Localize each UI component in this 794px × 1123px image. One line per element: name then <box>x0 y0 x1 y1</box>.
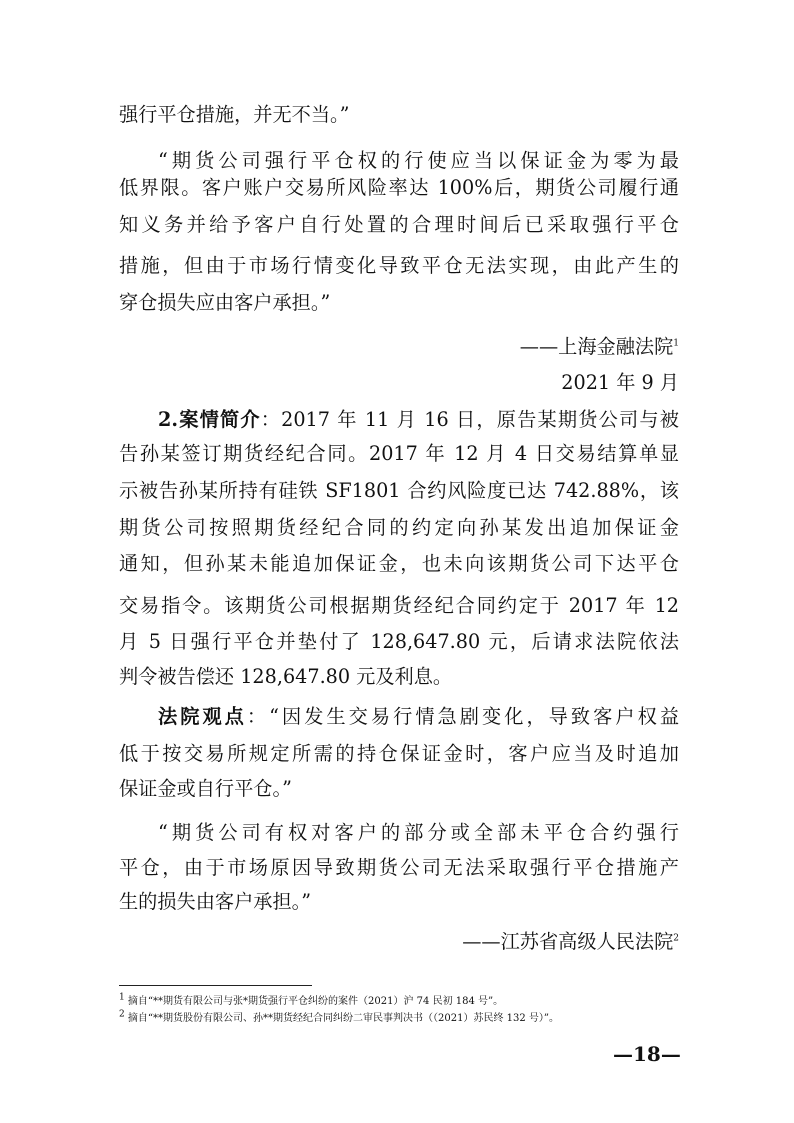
body-line: 措施，但由于市场行情变化导致平仓无法实现，由此产生的 <box>119 254 679 277</box>
court-view-heading: 法院观点 <box>158 705 247 728</box>
body-line: 期货公司按照期货经纪合同的约定向孙某发出追加保证金 <box>119 516 679 539</box>
court-view-first-line <box>158 703 679 731</box>
footnote-2 <box>119 1009 719 1026</box>
body-line: 知义务并给予客户自行处置的合理时间后已采取强行平仓 <box>119 213 679 236</box>
footnote-ref: 2 <box>673 933 679 944</box>
footnote-text: 摘自“**期货股份有限公司、孙**期货经纪合同纠纷二审民事判决书（（2021）苏民终 132 号）”。 <box>127 1013 560 1024</box>
body-line: 判令被告偿还 128,647.80 元及利息。 <box>119 665 453 688</box>
case-heading: 2.案情简介 <box>158 408 261 431</box>
body-line: 穿仓损失应由客户承担。” <box>119 291 331 314</box>
body-line: 低界限。客户账户交易所风险率达 100%后，期货公司履行通 <box>119 176 679 199</box>
attribution-text: ——上海金融法院 <box>519 335 674 358</box>
body-line: 生的损失由客户承担。” <box>119 890 312 913</box>
footnote-mark: 2 <box>119 1009 125 1020</box>
attribution-shanghai <box>119 333 679 361</box>
body-line: 月 5 日强行平仓并垫付了 128,647.80 元，后请求法院依法 <box>119 630 679 653</box>
page-number: —18— <box>613 1042 681 1066</box>
footnote-ref: 1 <box>673 338 679 349</box>
attribution-text: ——江苏省高级人民法院 <box>462 930 674 953</box>
body-line: “期货公司有权对客户的部分或全部未平仓合约强行 <box>158 821 679 844</box>
attribution-jiangsu <box>119 928 679 956</box>
body-line: “期货公司强行平仓权的行使应当以保证金为零为最 <box>158 149 679 172</box>
body-line: 低于按交易所规定所需的持仓保证金时，客户应当及时追加 <box>119 742 679 765</box>
body-line: 平仓，由于市场原因导致期货公司无法采取强行平仓措施产 <box>119 856 679 879</box>
footnote-mark: 1 <box>119 992 125 1003</box>
body-line: 强行平仓措施，并无不当。” <box>119 103 350 126</box>
court-view-text: ：“因发生交易行情急剧变化，导致客户权益 <box>246 705 679 728</box>
body-line: 示被告孙某所持有硅铁 SF1801 合约风险度已达 742.88%，该 <box>119 479 679 502</box>
body-line: 保证金或自行平仓。” <box>119 777 292 800</box>
case-intro-first-line <box>158 406 679 434</box>
body-line: 告孙某签订期货经纪合同。2017 年 12 月 4 日交易结算单显 <box>119 442 679 465</box>
footnote-1 <box>119 992 719 1009</box>
case-text: ：2017 年 11 月 16 日，原告某期货公司与被 <box>260 408 679 431</box>
footnote-separator <box>119 985 312 986</box>
date-line: 2021 年 9 月 <box>561 371 679 394</box>
body-line: 通知，但孙某未能追加保证金，也未向该期货公司下达平仓 <box>119 552 679 575</box>
footnote-text: 摘自“**期货有限公司与张*期货强行平仓纠纷的案件（2021）沪 74 民初 184 号”。 <box>127 996 504 1007</box>
body-line: 交易指令。该期货公司根据期货经纪合同约定于 2017 年 12 <box>119 594 679 617</box>
